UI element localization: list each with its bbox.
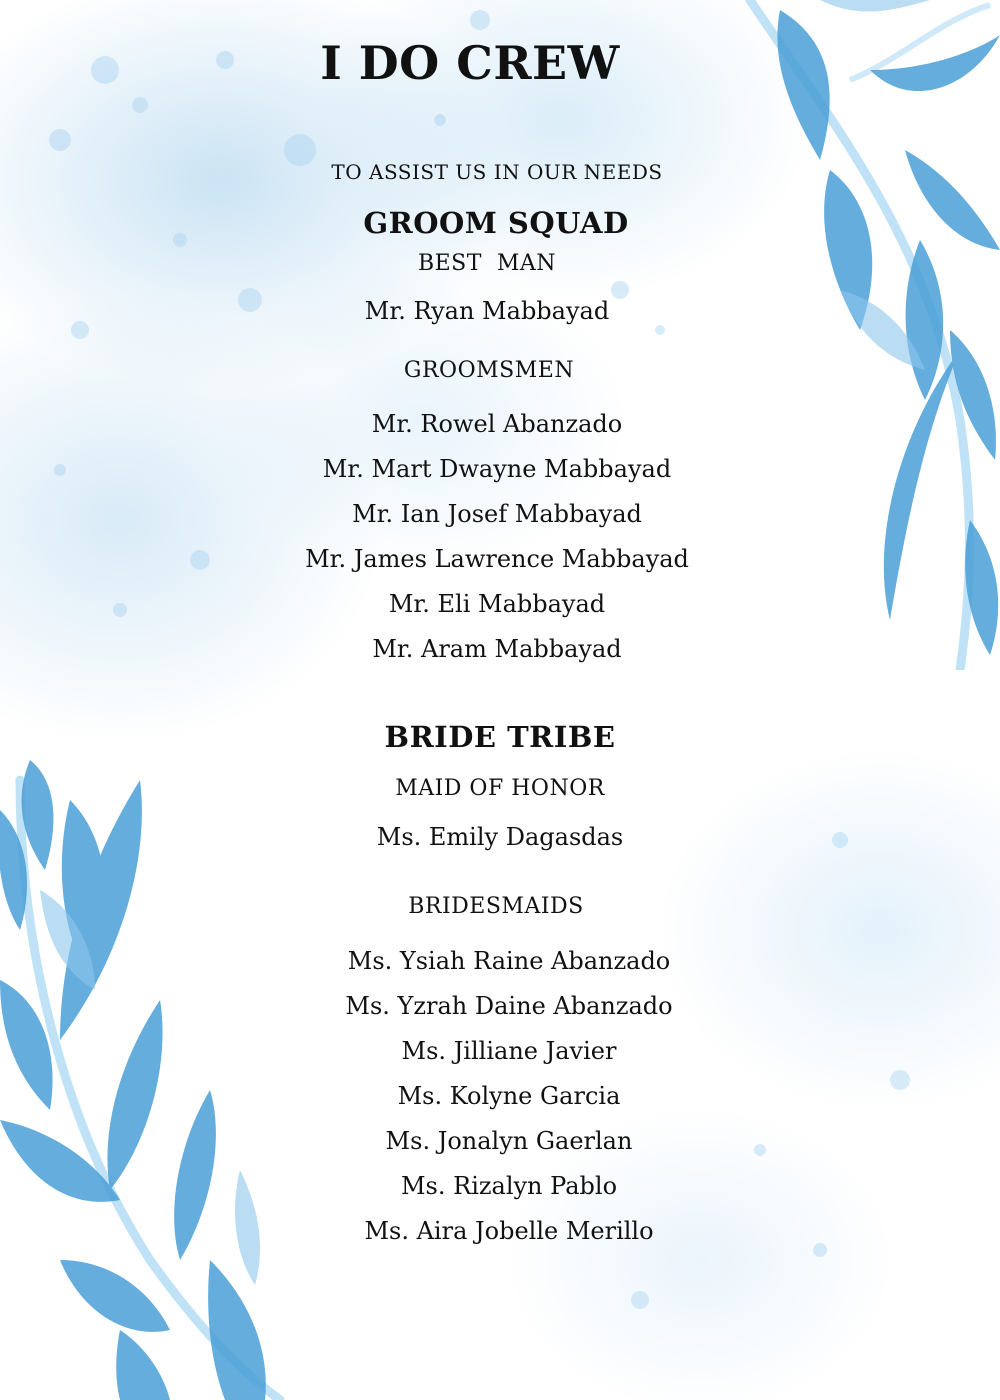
list-item: Ms. Kolyne Garcia	[397, 1082, 621, 1110]
list-item: Mr. Mart Dwayne Mabbayad	[322, 455, 672, 483]
list-item: Ms. Rizalyn Pablo	[400, 1172, 618, 1200]
list-item: Ms. Yzrah Daine Abanzado	[345, 992, 673, 1020]
groomsmen-label: GROOMSMEN	[403, 358, 575, 383]
list-item: Ms. Jonalyn Gaerlan	[385, 1127, 633, 1155]
best-man-name: Mr. Ryan Mabbayad	[364, 297, 610, 325]
bottom-left-leaves-icon	[0, 740, 300, 1400]
list-item: Mr. Eli Mabbayad	[388, 590, 606, 618]
bridesmaids-label: BRIDESMAIDS	[408, 894, 584, 919]
best-man-label: BEST MAN	[417, 251, 557, 276]
maid-of-honor-label: MAID OF HONOR	[395, 776, 605, 801]
list-item: Ms. Aira Jobelle Merillo	[364, 1217, 654, 1245]
groom-squad-heading: GROOM SQUAD	[363, 206, 629, 240]
list-item: Mr. James Lawrence Mabbayad	[305, 545, 689, 573]
list-item: Mr. Aram Mabbayad	[372, 635, 622, 663]
page-title: I DO CREW	[320, 36, 620, 90]
top-right-leaves-icon	[720, 0, 1000, 670]
maid-of-honor-name: Ms. Emily Dagasdas	[376, 823, 624, 851]
list-item: Ms. Jilliane Javier	[401, 1037, 617, 1065]
bride-tribe-heading: BRIDE TRIBE	[384, 720, 616, 754]
list-item: Ms. Ysiah Raine Abanzado	[347, 947, 671, 975]
subtitle: TO ASSIST US IN OUR NEEDS	[331, 160, 663, 184]
list-item: Mr. Ian Josef Mabbayad	[352, 500, 642, 528]
list-item: Mr. Rowel Abanzado	[371, 410, 623, 438]
